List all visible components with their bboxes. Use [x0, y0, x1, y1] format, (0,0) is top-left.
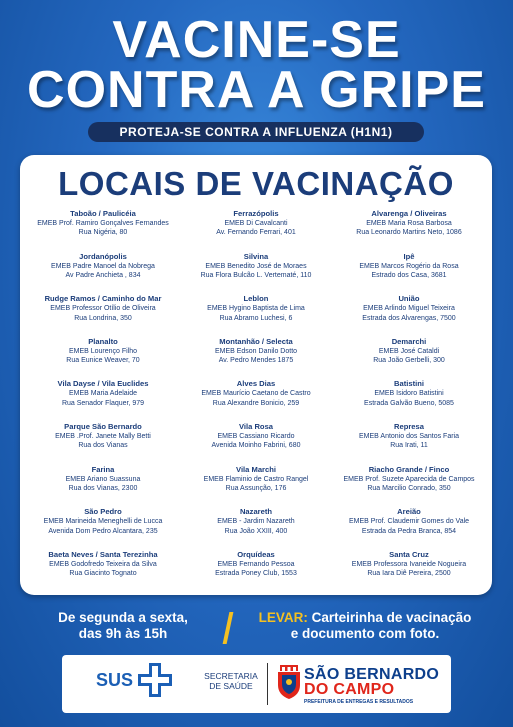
location-item	[334, 465, 484, 508]
location-address: Rua Marcilio Conrado, 350	[367, 484, 451, 492]
location-school: EMEB Fernando Pessoa	[217, 560, 295, 568]
subtitle-pill: PROTEJA-SE CONTRA A INFLUENZA (H1N1)	[88, 122, 424, 142]
location-address: Rua João XXIII, 400	[224, 527, 288, 535]
location-school: EMEB Padre Manoel da Nobrega	[51, 262, 155, 270]
locations-card	[20, 155, 492, 595]
location-address: Estrada Poney Club, 1553	[215, 570, 297, 578]
location-name: São Pedro	[84, 507, 122, 517]
location-item	[334, 422, 484, 465]
location-address: Estrada da Pedra Branca, 854	[361, 527, 457, 535]
location-address: Estrada Galvão Bueno, 5085	[364, 399, 454, 407]
location-item	[178, 465, 334, 508]
sus-logo-text: SUS	[96, 670, 134, 690]
location-item	[178, 550, 334, 593]
location-name: Leblon	[243, 294, 269, 304]
location-name: União	[398, 294, 420, 304]
location-item	[28, 337, 178, 380]
location-item	[28, 294, 178, 337]
secretaria-saude	[196, 671, 266, 691]
location-item	[178, 209, 334, 252]
city-slogan: PREFEITURA DE ENTREGAS E RESULTADOS	[304, 699, 414, 705]
location-school: EMEB Isidoro Batistini	[374, 390, 444, 398]
location-address: Estrada dos Alvarengas, 7500	[362, 314, 456, 322]
location-item	[178, 252, 334, 295]
location-name: Silvina	[243, 251, 269, 261]
location-name: Jordanópolis	[79, 251, 127, 261]
location-school: EMEB Antonio dos Santos Faria	[359, 432, 459, 440]
location-item	[28, 465, 178, 508]
location-item	[28, 252, 178, 295]
location-item	[178, 422, 334, 465]
location-name: Santa Cruz	[389, 549, 429, 559]
location-name: Alves Dias	[236, 379, 276, 389]
location-address: Avenida Dom Pedro Alcantara, 235	[48, 527, 158, 535]
location-address: Rua Alexandre Bonicio, 259	[212, 399, 300, 407]
location-name: Demarchi	[391, 336, 427, 346]
location-address: Rua Flora Bulcão L. Vertematé, 110	[200, 272, 312, 279]
location-item	[334, 507, 484, 550]
location-name: Ferrazópolis	[233, 209, 279, 218]
location-item	[334, 252, 484, 295]
city-name-line-2: DO CAMPO	[304, 681, 395, 698]
location-address: Rua dos Vianas	[78, 442, 128, 450]
bring-text	[230, 610, 500, 650]
location-item	[178, 294, 334, 337]
location-school: EMEB Edson Danilo Dotto	[214, 347, 298, 355]
location-school: EMEB Prof. Suzete Aparecida de Campos	[343, 475, 475, 483]
location-name: Areião	[397, 507, 421, 517]
location-school: EMEB Marcos Rogério da Rosa	[359, 262, 459, 270]
location-address: Rua Leonardo Martins Neto, 1086	[356, 229, 462, 237]
secretaria-line-2: DE SAÚDE	[209, 681, 253, 691]
location-address: Rua Nigéria, 80	[78, 229, 128, 237]
location-item	[28, 209, 178, 252]
location-school: EMEB Lourenço Filho	[68, 347, 138, 355]
location-item	[334, 379, 484, 422]
location-school: EMEB José Cataldi	[378, 347, 440, 355]
location-school: EMEB Cassiano Ricardo	[217, 432, 295, 440]
location-item	[334, 337, 484, 380]
location-address: Av Padre Anchieta , 834	[65, 272, 141, 279]
location-name: Batistini	[394, 379, 424, 389]
location-school: EMEB Prof. Ramiro Gonçalves Fernandes	[37, 220, 169, 227]
locations-grid	[28, 209, 484, 592]
location-name: Orquídeas	[237, 549, 275, 559]
title-line-2: CONTRA A GRIPE	[27, 61, 486, 119]
schedule-line-2: das 9h às 15h	[78, 626, 168, 641]
location-name: Ipê	[403, 251, 415, 261]
location-name: Rudge Ramos / Caminho do Mar	[44, 294, 162, 304]
location-school: EMEB Maurício Caetano de Castro	[201, 390, 311, 398]
city-name-line-1: SÃO BERNARDO	[304, 666, 440, 683]
location-name: Nazareth	[239, 507, 273, 517]
location-school: EMEB Benedito José de Moraes	[205, 262, 307, 270]
location-address: Rua Senador Flaquer, 979	[61, 399, 145, 407]
location-item	[28, 550, 178, 593]
location-item	[28, 379, 178, 422]
location-school: EMEB Maria Rosa Barbosa	[366, 220, 452, 227]
location-address: Rua Eunice Weaver, 70	[66, 357, 140, 365]
location-item	[28, 507, 178, 550]
location-name: Riacho Grande / Finco	[368, 464, 450, 474]
location-school: EMEB Flaminio de Castro Rangel	[203, 475, 309, 483]
location-address: Av. Pedro Mendes 1875	[218, 357, 294, 365]
location-item	[334, 294, 484, 337]
location-address: Rua Giacinto Tognato	[69, 570, 137, 578]
schedule-line-1: De segunda a sexta,	[58, 610, 188, 625]
location-school: EMEB Marineida Meneghelli de Lucca	[43, 518, 163, 526]
location-address: Rua dos Vianas, 2300	[68, 484, 138, 492]
location-school: EMEB Professora Ivaneide Nogueira	[351, 560, 467, 568]
location-address: Av. Fernando Ferrari, 401	[216, 229, 296, 237]
location-name: Parque São Bernardo	[64, 421, 142, 431]
location-item	[28, 422, 178, 465]
location-address: Rua Londrina, 350	[74, 314, 132, 322]
location-name: Alvarenga / Oliveiras	[371, 209, 447, 218]
location-school: EMEB Professor Otílio de Oliveira	[50, 305, 156, 313]
location-name: Farina	[91, 464, 115, 474]
location-item	[334, 550, 484, 593]
location-item	[178, 379, 334, 422]
bring-line-2: e documento com foto.	[290, 626, 440, 641]
location-name: Baeta Neves / Santa Terezinha	[48, 549, 158, 559]
location-address: Avenida Moinho Fabrini, 680	[211, 442, 301, 450]
location-address: Rua Irati, 11	[390, 442, 428, 450]
location-item	[334, 209, 484, 252]
location-item	[178, 507, 334, 550]
location-school: EMEB Di Cavalcanti	[224, 220, 288, 227]
location-school: EMEB - Jardim Nazareth	[217, 518, 295, 526]
city-crest-icon	[276, 665, 302, 699]
location-address: Rua Assunção, 176	[225, 484, 287, 492]
bring-label: LEVAR:	[258, 610, 308, 625]
location-school: EMEB Hygino Baptista de Lima	[207, 305, 305, 313]
location-name: Planalto	[88, 336, 118, 346]
bring-line-1: Carteirinha de vacinação	[307, 610, 472, 625]
location-school: EMEB Maria Adelaide	[68, 390, 138, 398]
location-name: Montanhão / Selecta	[219, 336, 293, 346]
location-school: EMEB .Prof. Janete Mally Betti	[55, 432, 151, 440]
location-school: EMEB Prof. Claudemir Gomes do Vale	[348, 518, 470, 526]
location-address: Rua Abramo Luchesi, 6	[219, 314, 293, 322]
title-line-1: VACINE-SE	[112, 11, 401, 69]
location-school: EMEB Arlindo Miguel Teixeira	[363, 305, 455, 313]
secretaria-line-1: SECRETARIA	[204, 671, 258, 681]
location-name: Vila Dayse / Vila Euclides	[57, 379, 149, 389]
location-address: Rua João Gerbelli, 300	[373, 357, 445, 365]
location-name: Taboão / Paulicéia	[70, 209, 136, 218]
footer-logos	[62, 655, 451, 713]
location-name: Vila Rosa	[238, 421, 274, 431]
card-title: LOCAIS DE VACINAÇÃO	[58, 165, 454, 202]
location-school: EMEB Ariano Suassuna	[65, 475, 141, 483]
location-item	[178, 337, 334, 380]
location-name: Vila Marchi	[236, 464, 276, 474]
location-address: Estrado dos Casa, 3681	[371, 272, 447, 279]
footer-divider	[267, 663, 268, 705]
location-name: Represa	[394, 421, 424, 431]
location-school: EMEB Godofredo Teixeira da Silva	[49, 560, 157, 568]
sus-cross-icon	[138, 663, 172, 697]
location-address: Rua Iara Diê Pereira, 2500	[367, 570, 451, 578]
schedule-text	[18, 610, 228, 650]
